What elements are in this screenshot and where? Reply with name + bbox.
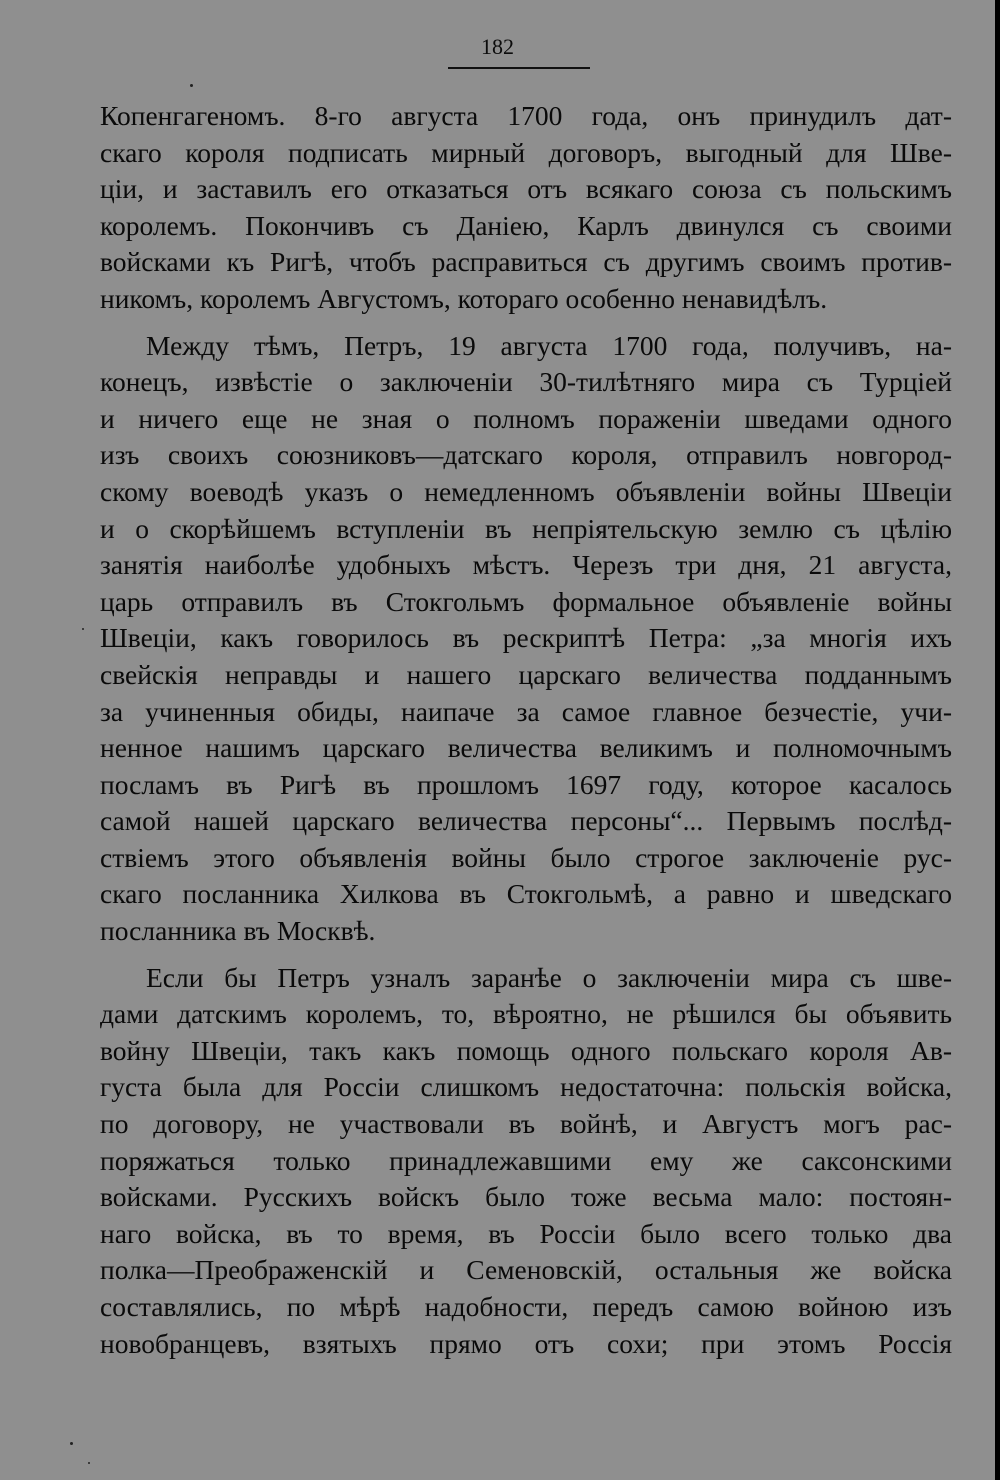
- text-line: самой нашей царскаго величества персоны“... Первымъ послѣд-: [100, 805, 952, 837]
- text-line: наго войска, въ то время, въ Россіи было всего только два: [100, 1217, 952, 1249]
- text-line: посланника въ Москвѣ.: [100, 915, 376, 947]
- text-line: скаго посланника Хилкова въ Стокгольмѣ, а равно и шведскаго: [100, 878, 952, 910]
- text-line: конецъ, извѣстіе о заключеніи 30-тилѣтняго мира съ Турціей: [100, 366, 952, 398]
- paragraph: [100, 960, 952, 1363]
- text-line: ствіемъ этого объявленія войны было строгое заключеніе рус-: [100, 841, 952, 873]
- text-line: посламъ въ Ригѣ въ прошломъ 1697 году, которое касалось: [100, 768, 952, 800]
- paragraph: [100, 328, 952, 950]
- text-line: занятія наиболѣе удобныхъ мѣстъ. Черезъ три дня, 21 августа,: [100, 549, 952, 581]
- scan-speck: [82, 628, 84, 630]
- text-line: за учиненныя обиды, наипаче за самое главное безчестіе, учи-: [100, 695, 952, 727]
- text-line: новобранцевъ, взятыхъ прямо отъ сохи; при этомъ Россія: [100, 1327, 952, 1359]
- text-line: скаго короля подписать мирный договоръ, выгодный для Шве-: [100, 136, 952, 168]
- scan-speck: [70, 1442, 73, 1445]
- text-line: ціи, и заставилъ его отказаться отъ всякаго союза съ польскимъ: [100, 173, 952, 205]
- text-line: поряжаться только принадлежавшими ему же саксонскими: [100, 1144, 952, 1176]
- text-line: ненное нашимъ царскаго величества великимъ и полномочнымъ: [100, 732, 952, 764]
- text-line: никомъ, королемъ Августомъ, котораго особенно ненавидѣлъ.: [100, 282, 828, 314]
- text-line: густа была для Россіи слишкомъ недостаточна: польскія войска,: [100, 1071, 952, 1103]
- text-line: свейскія неправды и нашего царскаго величества подданнымъ: [100, 658, 952, 690]
- paragraph-gap: [100, 318, 952, 328]
- body-text: [100, 98, 952, 1362]
- text-line: войсками къ Ригѣ, чтобъ расправиться съ другимъ своимъ против-: [100, 246, 952, 278]
- scan-speck: [190, 84, 193, 87]
- text-line: Швеціи, какъ говорилось въ рескриптѣ Петра: „за многія ихъ: [100, 622, 952, 654]
- text-line: королемъ. Покончивъ съ Даніею, Карлъ двинулся съ своими: [100, 209, 952, 241]
- text-line: Если бы Петръ узналъ заранѣе о заключеніи мира съ шве-: [146, 961, 952, 993]
- text-line: по договору, не участвовали въ войнѣ, и Августъ могъ рас-: [100, 1108, 952, 1140]
- text-line: царь отправилъ въ Стокгольмъ формальное объявленіе войны: [100, 585, 952, 617]
- paragraph-gap: [100, 950, 952, 960]
- text-line: Между тѣмъ, Петръ, 19 августа 1700 года, получивъ, на-: [146, 329, 952, 361]
- header-rule: [448, 67, 590, 69]
- text-line: полка—Преображенскій и Семеновскій, остальныя же войска: [100, 1254, 952, 1286]
- text-line: и о скорѣйшемъ вступленіи въ непріятельскую землю съ цѣлію: [100, 512, 952, 544]
- text-line: и ничего еще не зная о полномъ пораженіи шведами одного: [100, 402, 952, 434]
- text-line: составлялись, по мѣрѣ надобности, передъ самою войною изъ: [100, 1291, 952, 1322]
- text-line: войну Швеціи, такъ какъ помощь одного польскаго короля Ав-: [100, 1034, 952, 1066]
- paragraph: [100, 98, 952, 318]
- text-line: дами датскимъ королемъ, то, вѣроятно, не рѣшился бы объявить: [100, 998, 952, 1030]
- text-line: Копенгагеномъ. 8-го августа 1700 года, онъ принудилъ дат-: [100, 100, 952, 131]
- page-number: 182: [481, 34, 514, 59]
- text-line: скому воеводѣ указъ о немедленномъ объявленіи войны Швеціи: [100, 475, 952, 507]
- scan-speck: [88, 1462, 90, 1464]
- text-line: войсками. Русскихъ войскъ было тоже весьма мало: постоян-: [100, 1181, 952, 1213]
- text-line: изъ своихъ союзниковъ—датскаго короля, отправилъ новгород-: [100, 439, 952, 471]
